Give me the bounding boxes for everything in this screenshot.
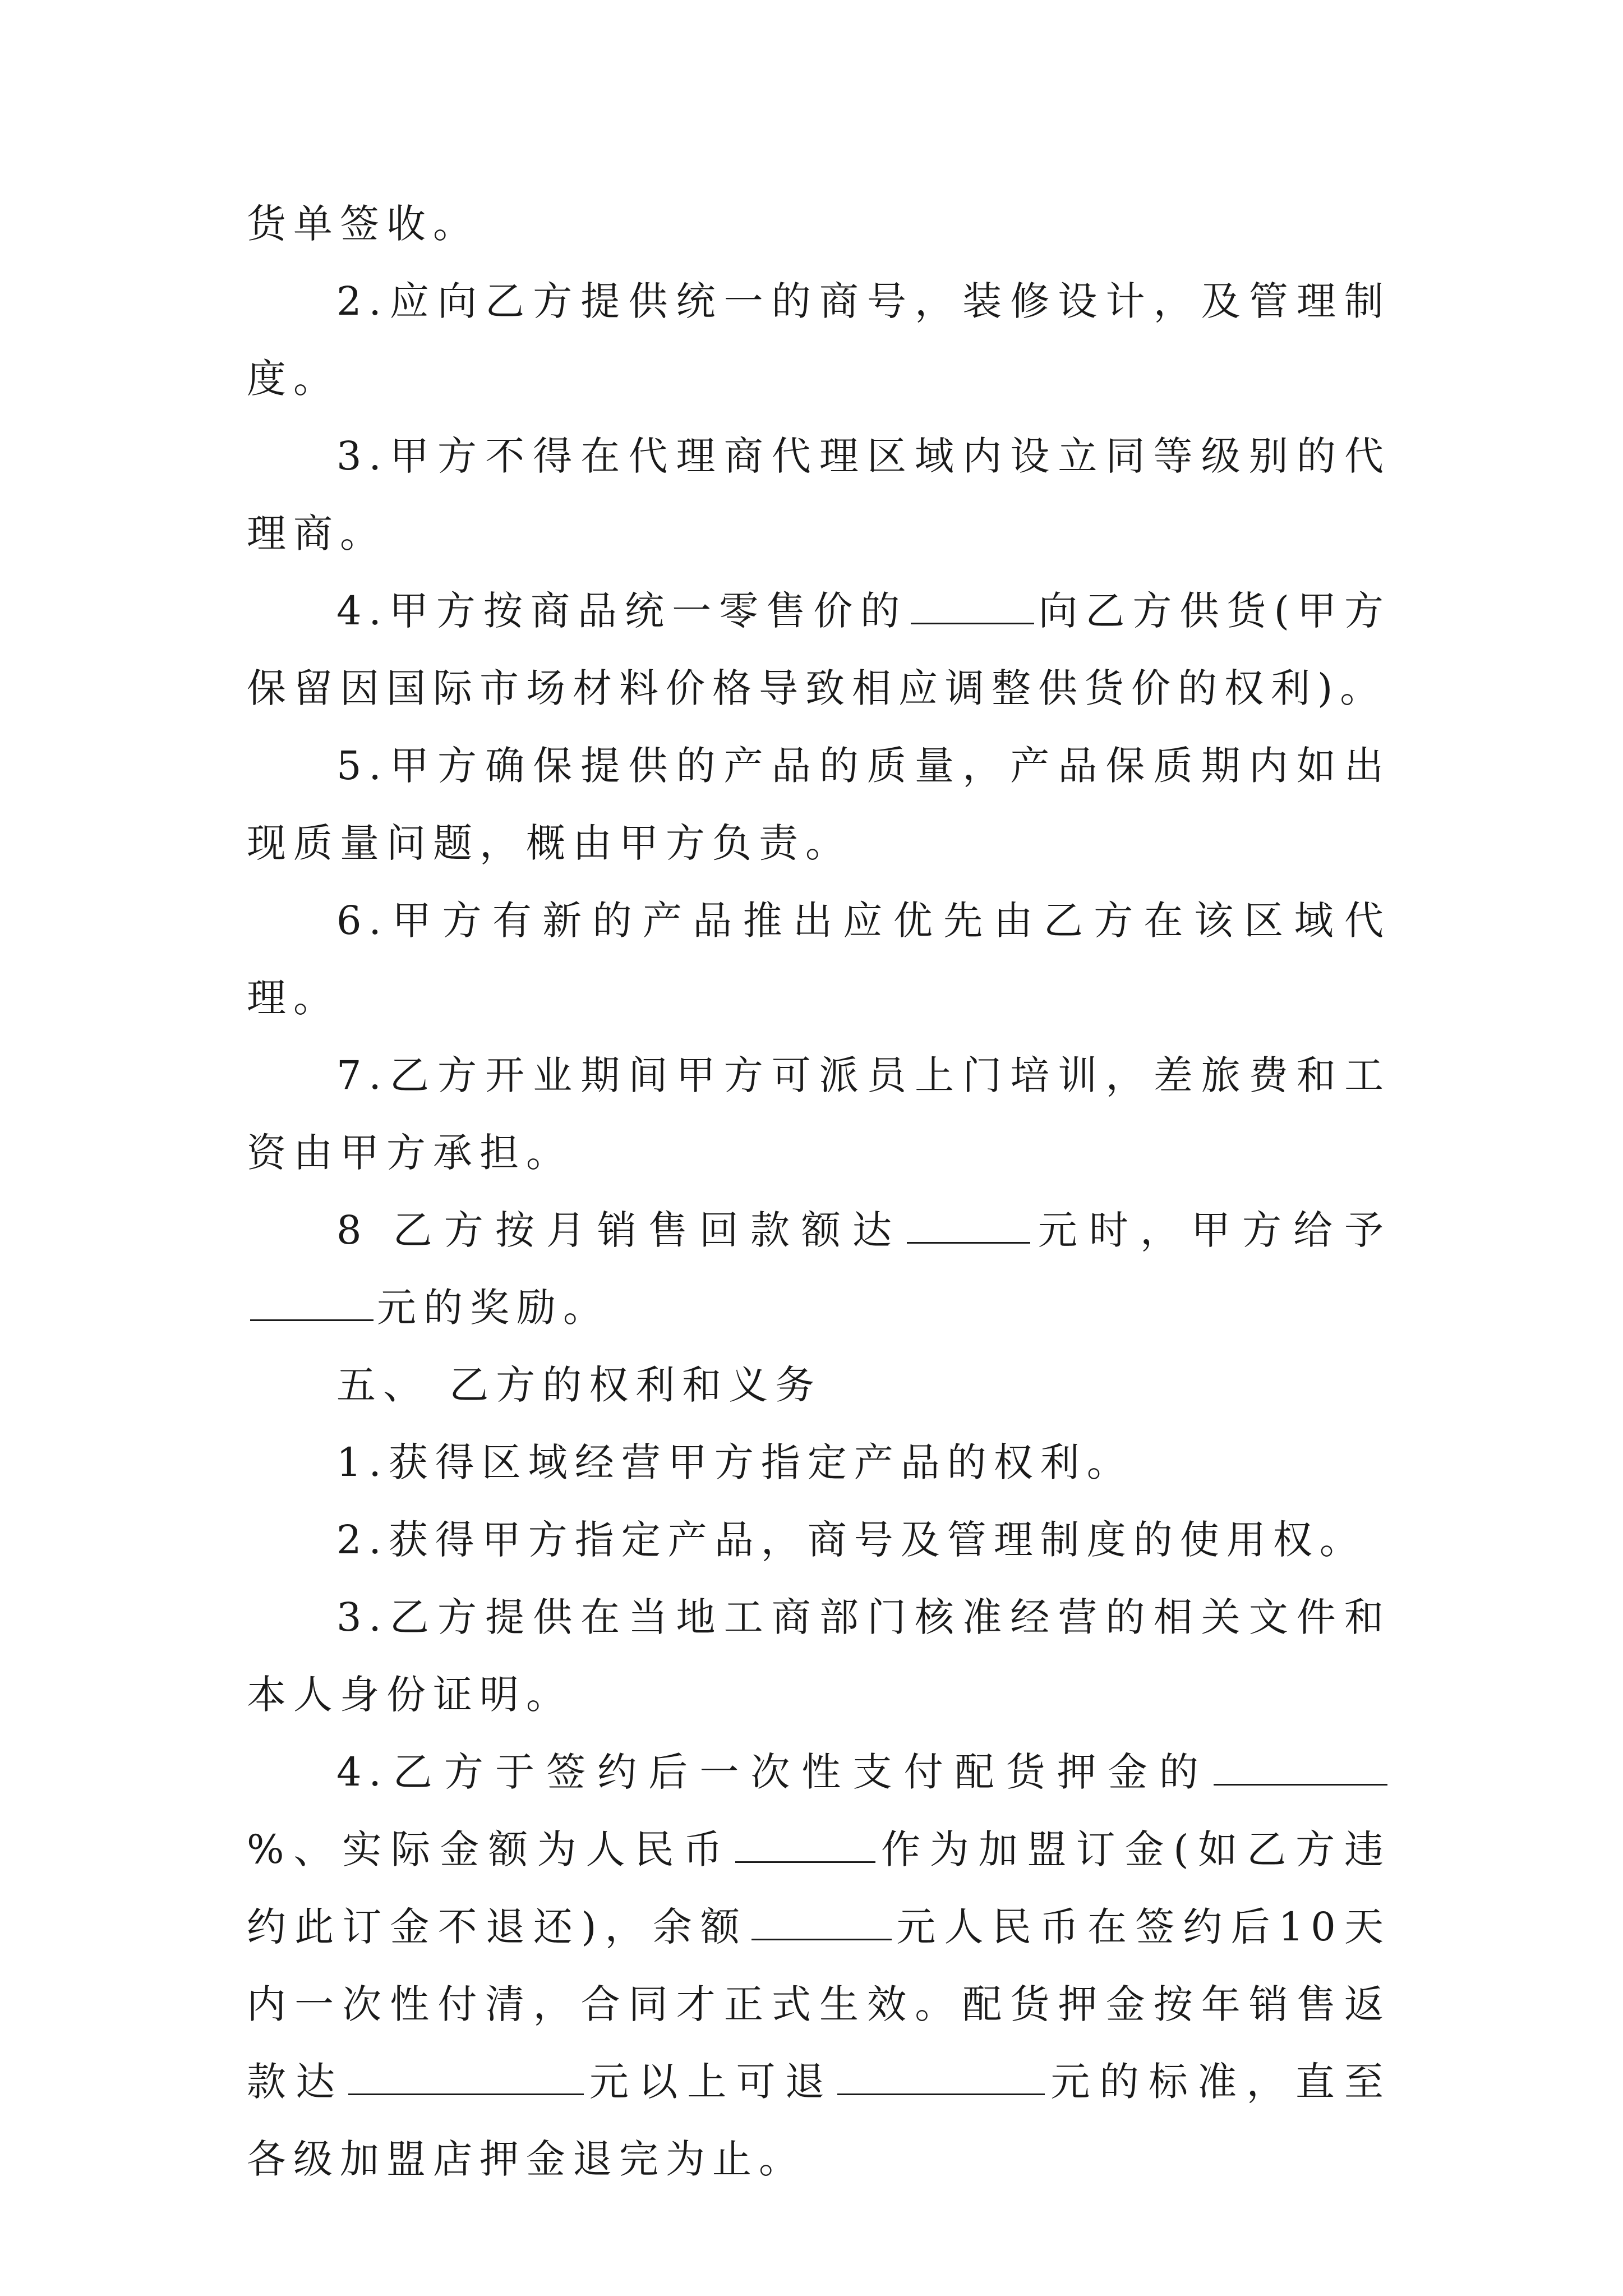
fill-in-blank — [837, 2061, 1045, 2095]
paragraph-text: 元以上可退 — [587, 2059, 834, 2105]
paragraph-text: 4.甲方按商品统一零售价的 — [336, 588, 908, 634]
paragraph-text: 向乙方供货(甲方保留因国际市场材料价格导致相应调整供货价的权利)。 — [247, 588, 1391, 711]
contract-body — [247, 185, 1391, 2198]
paragraph — [247, 1579, 1391, 1733]
paragraph — [247, 1037, 1391, 1191]
fill-in-blank — [911, 590, 1034, 624]
paragraph — [247, 1191, 1391, 1346]
paragraph-text: 5.甲方确保提供的产品的质量，产品保质期内如出现质量问题，概由甲方负责。 — [247, 743, 1391, 866]
paragraph — [247, 1733, 1391, 2198]
paragraph-text: %、实际金额为人民币 — [247, 1826, 732, 1872]
paragraph-text: 元人民币在签约后10天内一次性付清，合同才正式生效。配货押金按年销售返款达 — [247, 1904, 1391, 2105]
paragraph-text: 6.甲方有新的产品推出应优先由乙方在该区域代理。 — [247, 898, 1391, 1021]
paragraph — [247, 1501, 1391, 1579]
fill-in-blank — [1214, 1751, 1387, 1786]
paragraph-text: 8 乙方按月销售回款额达 — [336, 1207, 903, 1253]
paragraph-text: 元的奖励。 — [377, 1285, 610, 1331]
paragraph-text: 元的标准，直至各级加盟店押金退完为止。 — [247, 2059, 1391, 2182]
paragraph — [247, 1424, 1391, 1501]
paragraph-text: 元时，甲方给予 — [1033, 1207, 1391, 1253]
paragraph — [247, 727, 1391, 882]
paragraph — [247, 185, 1391, 263]
paragraph-text: 作为加盟订金(如乙方违约此订金不退还)，余额 — [247, 1826, 1391, 1950]
paragraph-text: 3.甲方不得在代理商代理区域内设立同等级别的代理商。 — [247, 433, 1391, 556]
paragraph-text: 2.获得甲方指定产品，商号及管理制度的使用权。 — [336, 1517, 1366, 1563]
fill-in-blank — [907, 1209, 1030, 1244]
fill-in-blank — [735, 1829, 875, 1863]
paragraph-text: 7.乙方开业期间甲方可派员上门培训，差旅费和工资由甲方承担。 — [247, 1052, 1391, 1176]
paragraph — [247, 263, 1391, 417]
paragraph-text: 货单签收。 — [247, 201, 479, 247]
paragraph-text: 2.应向乙方提供统一的商号，装修设计，及管理制度。 — [247, 278, 1391, 402]
paragraph — [247, 572, 1391, 727]
paragraph-text: 1.获得区域经营甲方指定产品的权利。 — [336, 1439, 1133, 1485]
paragraph-text: 五、 乙方的权利和义务 — [336, 1362, 822, 1408]
paragraph — [247, 882, 1391, 1037]
paragraph — [247, 1346, 1391, 1424]
fill-in-blank — [250, 1287, 374, 1321]
fill-in-blank — [348, 2061, 584, 2095]
paragraph — [247, 417, 1391, 572]
fill-in-blank — [751, 1906, 892, 1940]
paragraph-text: 3.乙方提供在当地工商部门核准经营的相关文件和本人身份证明。 — [247, 1594, 1391, 1718]
paragraph-text: 4.乙方于签约后一次性支付配货押金的 — [336, 1749, 1210, 1795]
